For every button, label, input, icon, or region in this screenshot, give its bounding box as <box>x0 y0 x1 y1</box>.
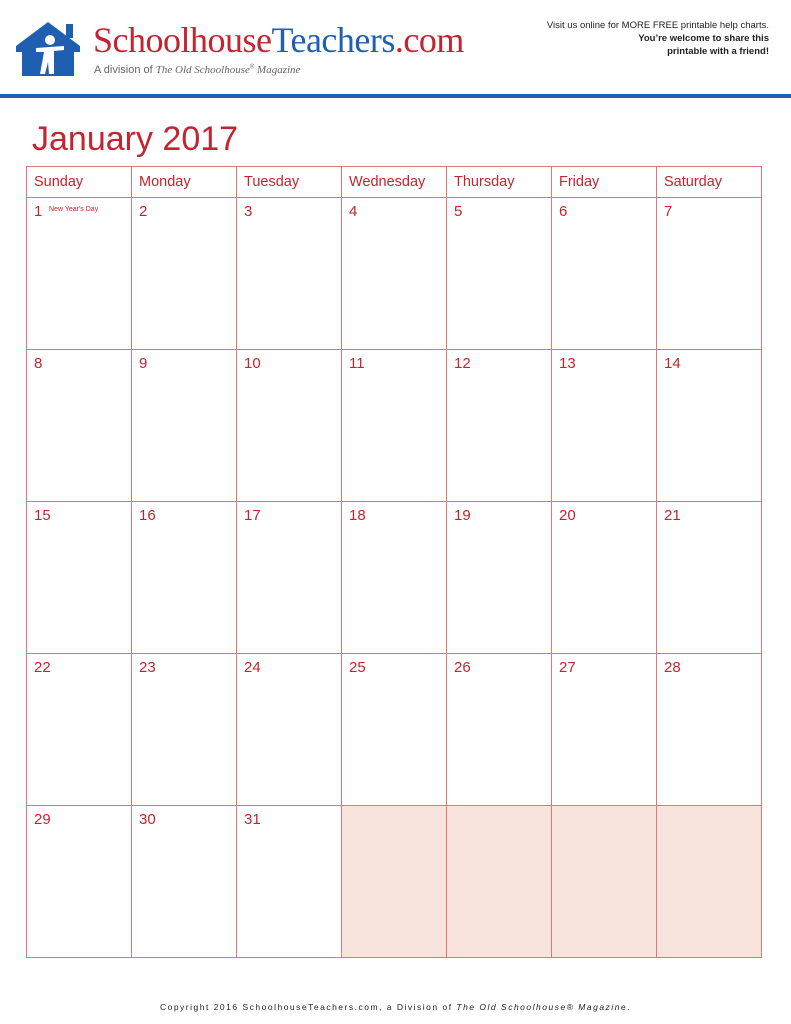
day-number: 11 <box>349 355 365 372</box>
promo-line-1: Visit us online for MORE FREE printable help charts. <box>546 20 769 31</box>
division-tagline: A division of The Old Schoolhouse® Magazine <box>94 64 301 76</box>
day-cell <box>342 198 447 350</box>
day-cell <box>447 502 552 654</box>
week-row <box>27 502 762 654</box>
week-row <box>27 198 762 350</box>
weekday-header-saturday: Saturday <box>657 167 762 198</box>
day-number: 13 <box>559 355 576 372</box>
weekday-header-friday: Friday <box>552 167 657 198</box>
empty-day-cell <box>657 806 762 958</box>
day-cell <box>27 502 132 654</box>
page-header <box>0 0 791 100</box>
day-number: 27 <box>559 659 576 676</box>
day-number: 4 <box>349 203 358 220</box>
day-cell <box>552 350 657 502</box>
weekday-header-monday: Monday <box>132 167 237 198</box>
day-cell <box>657 654 762 806</box>
day-cell <box>237 502 342 654</box>
day-cell <box>27 654 132 806</box>
day-cell <box>27 806 132 958</box>
day-number: 31 <box>244 811 261 828</box>
day-number: 12 <box>454 355 471 372</box>
day-cell <box>552 654 657 806</box>
empty-day-cell <box>552 806 657 958</box>
day-number: 25 <box>349 659 366 676</box>
day-cell <box>27 198 132 350</box>
empty-day-cell <box>447 806 552 958</box>
copyright-footer: Copyright 2016 SchoolhouseTeachers.com, a Division of The Old Schoolhouse® Magazine. <box>159 1002 632 1012</box>
day-number: 3 <box>244 203 253 220</box>
day-number: 24 <box>244 659 261 676</box>
weekday-header-tuesday: Tuesday <box>237 167 342 198</box>
day-number: 28 <box>664 659 681 676</box>
day-cell <box>132 198 237 350</box>
day-cell <box>657 198 762 350</box>
day-cell <box>447 198 552 350</box>
day-number: 9 <box>139 355 148 372</box>
day-cell <box>132 350 237 502</box>
day-number: 14 <box>664 355 681 372</box>
holiday-label: New Year's Day <box>49 206 99 213</box>
weekday-header-thursday: Thursday <box>447 167 552 198</box>
day-number: 19 <box>454 507 471 524</box>
day-number: 7 <box>664 203 673 220</box>
day-number: 5 <box>454 203 463 220</box>
day-cell <box>237 654 342 806</box>
day-cell <box>447 350 552 502</box>
day-cell <box>552 502 657 654</box>
day-cell <box>447 654 552 806</box>
weekday-header-wednesday: Wednesday <box>342 167 447 198</box>
day-cell <box>132 502 237 654</box>
calendar-grid <box>26 166 762 958</box>
day-cell <box>342 350 447 502</box>
weekday-header-row <box>27 167 762 198</box>
day-number: 15 <box>34 507 51 524</box>
schoolhouse-logo-icon <box>12 16 84 78</box>
day-number: 16 <box>139 507 156 524</box>
day-number: 23 <box>139 659 156 676</box>
day-number: 8 <box>34 355 43 372</box>
day-cell <box>342 654 447 806</box>
day-number: 2 <box>139 203 148 220</box>
day-number: 1 <box>34 203 43 220</box>
day-cell <box>237 806 342 958</box>
day-cell <box>237 350 342 502</box>
day-number: 20 <box>559 507 576 524</box>
empty-day-cell <box>342 806 447 958</box>
day-number: 21 <box>664 507 681 524</box>
promo-text <box>489 19 769 58</box>
day-cell <box>552 198 657 350</box>
day-number: 6 <box>559 203 568 220</box>
week-row <box>27 350 762 502</box>
day-number: 26 <box>454 659 471 676</box>
day-cell <box>657 502 762 654</box>
brand-name: SchoolhouseTeachers.com <box>93 20 464 60</box>
day-cell <box>132 654 237 806</box>
day-number: 22 <box>34 659 51 676</box>
day-number: 10 <box>244 355 261 372</box>
day-cell <box>27 350 132 502</box>
day-cell <box>342 502 447 654</box>
weekday-header-sunday: Sunday <box>27 167 132 198</box>
calendar-body <box>27 198 762 958</box>
week-row <box>27 654 762 806</box>
header-divider <box>0 94 791 98</box>
day-number: 29 <box>34 811 51 828</box>
day-number: 18 <box>349 507 366 524</box>
promo-line-2: You’re welcome to share this printable with a friend! <box>638 33 769 57</box>
day-number: 30 <box>139 811 156 828</box>
week-row <box>27 806 762 958</box>
day-cell <box>237 198 342 350</box>
day-cell <box>132 806 237 958</box>
month-title: January 2017 <box>32 120 239 158</box>
day-cell <box>657 350 762 502</box>
day-number: 17 <box>244 507 261 524</box>
